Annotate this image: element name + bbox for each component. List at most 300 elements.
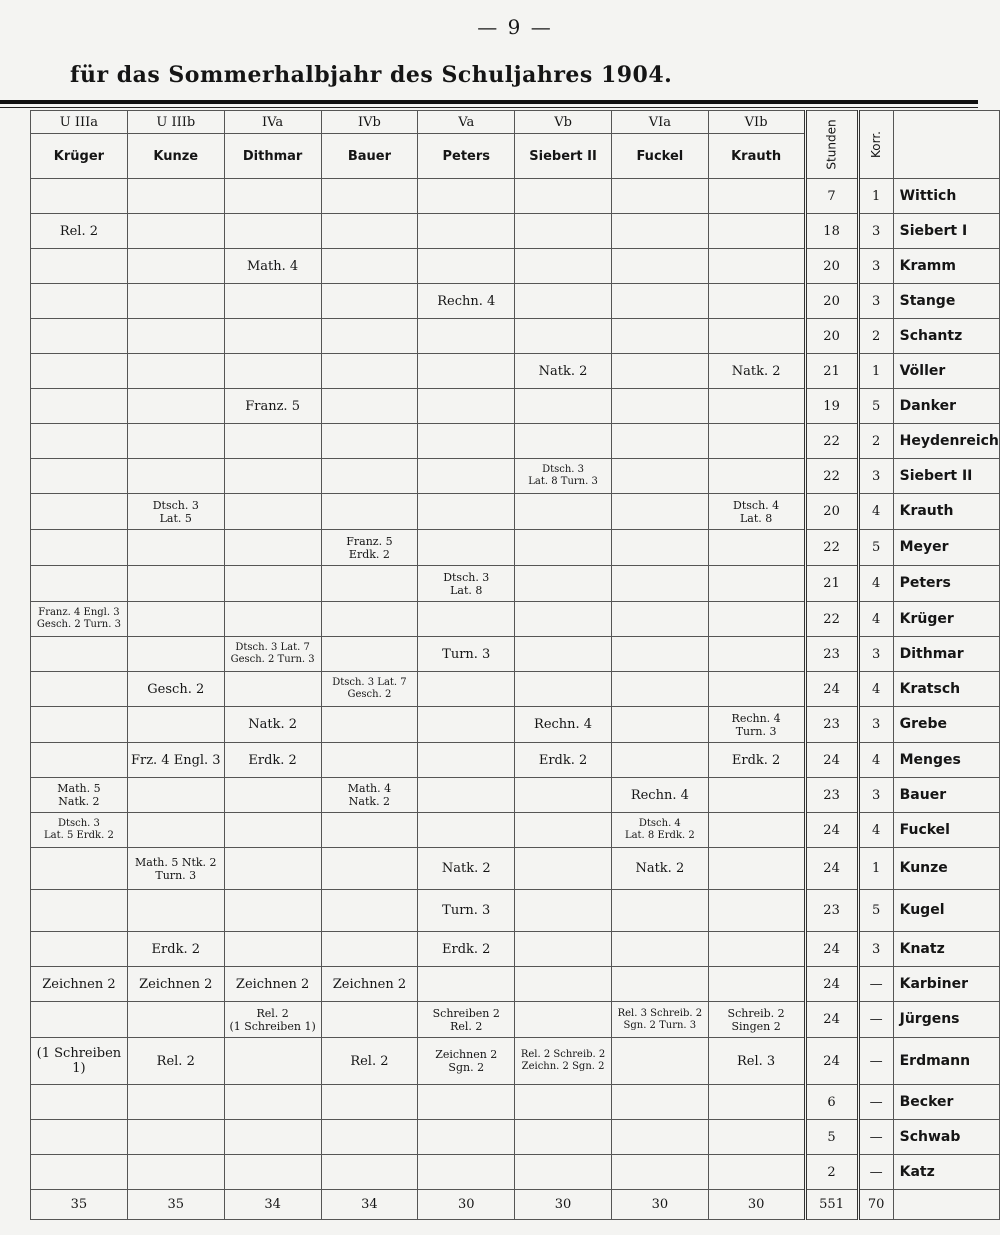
korr-cell: 3 <box>858 778 893 813</box>
lesson-cell: Zeichnen 2 <box>224 967 321 1002</box>
lesson-cell <box>708 424 805 459</box>
timetable <box>30 110 1000 1220</box>
table-row <box>31 459 1000 494</box>
table-row <box>31 813 1000 848</box>
lesson-cell: Dtsch. 4 Lat. 8 Erdk. 2 <box>611 813 708 848</box>
total-korr: 70 <box>858 1190 893 1220</box>
lesson-cell <box>224 890 321 932</box>
lesson-cell: Rel. 2 <box>127 1038 224 1085</box>
class-teacher: Bauer <box>321 134 418 179</box>
teacher-name: Kunze <box>893 848 999 890</box>
lesson-cell <box>31 1002 128 1038</box>
teacher-name: Knatz <box>893 932 999 967</box>
lesson-cell <box>418 967 515 1002</box>
lesson-cell: Turn. 3 <box>418 890 515 932</box>
hours-cell: 24 <box>805 848 858 890</box>
lesson-cell <box>127 707 224 743</box>
lesson-cell: Natk. 2 <box>418 848 515 890</box>
lesson-cell <box>611 1085 708 1120</box>
teacher-name: Stange <box>893 284 999 319</box>
lesson-cell: (1 Schreiben 1) <box>31 1038 128 1085</box>
lesson-cell: Rel. 2 <box>31 214 128 249</box>
lesson-cell <box>708 1155 805 1190</box>
class-header: U IIIa <box>31 111 128 134</box>
lesson-cell <box>321 424 418 459</box>
lesson-cell <box>224 1120 321 1155</box>
korr-cell: 3 <box>858 214 893 249</box>
lesson-cell <box>127 530 224 566</box>
lesson-cell <box>515 179 612 214</box>
stunden-header <box>805 111 858 179</box>
lesson-cell <box>611 566 708 602</box>
lesson-cell <box>31 672 128 707</box>
lesson-cell <box>515 967 612 1002</box>
lesson-cell: Franz. 5 <box>224 389 321 424</box>
lesson-cell <box>708 249 805 284</box>
lesson-cell: Natk. 2 <box>611 848 708 890</box>
lesson-cell <box>611 284 708 319</box>
lesson-cell: Natk. 2 <box>515 354 612 389</box>
lesson-cell <box>31 249 128 284</box>
lesson-cell <box>418 179 515 214</box>
lesson-cell <box>515 1002 612 1038</box>
korr-cell: 1 <box>858 354 893 389</box>
class-total: 35 <box>31 1190 128 1220</box>
teacher-name: Schantz <box>893 319 999 354</box>
hours-cell: 21 <box>805 354 858 389</box>
lesson-cell <box>224 319 321 354</box>
lesson-cell: Zeichnen 2 Sgn. 2 <box>418 1038 515 1085</box>
lesson-cell <box>127 1155 224 1190</box>
lesson-cell <box>127 284 224 319</box>
teacher-name: Bauer <box>893 778 999 813</box>
teacher-name: Erdmann <box>893 1038 999 1085</box>
stunden-label: Stunden <box>824 119 839 170</box>
table-row <box>31 1038 1000 1085</box>
lesson-cell <box>31 637 128 672</box>
lesson-cell <box>708 602 805 637</box>
lesson-cell <box>321 459 418 494</box>
table-row <box>31 530 1000 566</box>
lesson-cell <box>418 1085 515 1120</box>
hours-cell: 22 <box>805 602 858 637</box>
lesson-cell <box>418 1120 515 1155</box>
lesson-cell <box>611 672 708 707</box>
lesson-cell <box>515 494 612 530</box>
table-row <box>31 602 1000 637</box>
lesson-cell <box>708 214 805 249</box>
teacher-name: Karbiner <box>893 967 999 1002</box>
lesson-cell <box>321 743 418 778</box>
korr-cell: — <box>858 1155 893 1190</box>
lesson-cell <box>321 179 418 214</box>
korr-header <box>858 111 893 179</box>
lesson-cell: Franz. 5 Erdk. 2 <box>321 530 418 566</box>
lesson-cell: Dtsch. 3 Lat. 5 <box>127 494 224 530</box>
lesson-cell <box>224 179 321 214</box>
lesson-cell <box>127 890 224 932</box>
class-total: 34 <box>321 1190 418 1220</box>
hours-cell: 20 <box>805 249 858 284</box>
korr-cell: — <box>858 1120 893 1155</box>
lesson-cell <box>515 890 612 932</box>
lesson-cell <box>515 566 612 602</box>
teacher-name: Grebe <box>893 707 999 743</box>
lesson-cell: Natk. 2 <box>708 354 805 389</box>
lesson-cell <box>127 389 224 424</box>
lesson-cell <box>127 778 224 813</box>
lesson-cell <box>321 1085 418 1120</box>
lesson-cell <box>321 1155 418 1190</box>
lesson-cell <box>515 249 612 284</box>
lesson-cell <box>224 1155 321 1190</box>
hours-cell: 24 <box>805 813 858 848</box>
class-total: 34 <box>224 1190 321 1220</box>
class-header: VIb <box>708 111 805 134</box>
hours-cell: 24 <box>805 743 858 778</box>
lesson-cell <box>611 1155 708 1190</box>
korr-cell: 3 <box>858 249 893 284</box>
lesson-cell <box>127 1002 224 1038</box>
korr-cell: 3 <box>858 707 893 743</box>
hours-cell: 23 <box>805 778 858 813</box>
lesson-cell <box>127 354 224 389</box>
teacher-name: Völler <box>893 354 999 389</box>
lesson-cell <box>418 530 515 566</box>
lesson-cell: Math. 5 Ntk. 2 Turn. 3 <box>127 848 224 890</box>
hours-cell: 22 <box>805 459 858 494</box>
lesson-cell <box>515 424 612 459</box>
class-header: IVb <box>321 111 418 134</box>
lesson-cell <box>127 1120 224 1155</box>
lesson-cell <box>418 672 515 707</box>
lesson-cell: Erdk. 2 <box>515 743 612 778</box>
teacher-name: Wittich <box>893 179 999 214</box>
lesson-cell: Math. 4 Natk. 2 <box>321 778 418 813</box>
lesson-cell <box>31 707 128 743</box>
lesson-cell: Schreib. 2 Singen 2 <box>708 1002 805 1038</box>
lesson-cell <box>321 354 418 389</box>
lesson-cell <box>515 1120 612 1155</box>
class-header: IVa <box>224 111 321 134</box>
lesson-cell <box>127 319 224 354</box>
lesson-cell <box>708 530 805 566</box>
lesson-cell <box>224 813 321 848</box>
hours-cell: 7 <box>805 179 858 214</box>
korr-cell: 2 <box>858 424 893 459</box>
teacher-name: Dithmar <box>893 637 999 672</box>
table-row <box>31 707 1000 743</box>
lesson-cell <box>321 932 418 967</box>
lesson-cell <box>708 778 805 813</box>
teacher-name: Katz <box>893 1155 999 1190</box>
lesson-cell <box>31 354 128 389</box>
class-header: VIa <box>611 111 708 134</box>
lesson-cell <box>708 459 805 494</box>
teacher-name: Meyer <box>893 530 999 566</box>
table-row <box>31 848 1000 890</box>
hours-cell: 20 <box>805 284 858 319</box>
hours-cell: 18 <box>805 214 858 249</box>
korr-cell: 4 <box>858 494 893 530</box>
lesson-cell <box>611 249 708 284</box>
lesson-cell <box>321 1002 418 1038</box>
lesson-cell <box>31 389 128 424</box>
lesson-cell: Schreiben 2 Rel. 2 <box>418 1002 515 1038</box>
lesson-cell <box>515 214 612 249</box>
hours-cell: 5 <box>805 1120 858 1155</box>
lesson-cell <box>31 890 128 932</box>
lesson-cell <box>31 530 128 566</box>
lesson-cell <box>418 319 515 354</box>
lesson-cell <box>418 707 515 743</box>
lesson-cell <box>418 494 515 530</box>
lesson-cell <box>611 1120 708 1155</box>
lesson-cell <box>127 214 224 249</box>
lesson-cell <box>31 319 128 354</box>
class-teacher: Krüger <box>31 134 128 179</box>
class-header: U IIIb <box>127 111 224 134</box>
teacher-name: Kugel <box>893 890 999 932</box>
lesson-cell <box>127 566 224 602</box>
lesson-cell <box>224 672 321 707</box>
lesson-cell <box>31 459 128 494</box>
lesson-cell <box>611 890 708 932</box>
class-teacher: Dithmar <box>224 134 321 179</box>
lesson-cell <box>224 932 321 967</box>
class-teacher: Peters <box>418 134 515 179</box>
class-total: 30 <box>708 1190 805 1220</box>
lesson-cell: Rechn. 4 Turn. 3 <box>708 707 805 743</box>
korr-cell: 3 <box>858 932 893 967</box>
lesson-cell <box>418 214 515 249</box>
lesson-cell: Rel. 3 Schreib. 2 Sgn. 2 Turn. 3 <box>611 1002 708 1038</box>
lesson-cell <box>321 319 418 354</box>
table-row <box>31 214 1000 249</box>
hours-cell: 24 <box>805 1038 858 1085</box>
lesson-cell: Math. 5 Natk. 2 <box>31 778 128 813</box>
lesson-cell <box>224 566 321 602</box>
table-row <box>31 743 1000 778</box>
lesson-cell <box>224 494 321 530</box>
lesson-cell <box>611 530 708 566</box>
korr-cell: 1 <box>858 848 893 890</box>
table-row <box>31 637 1000 672</box>
table-row <box>31 967 1000 1002</box>
totals-blank <box>893 1190 999 1220</box>
class-teacher: Fuckel <box>611 134 708 179</box>
lesson-cell <box>224 848 321 890</box>
hours-cell: 19 <box>805 389 858 424</box>
lesson-cell <box>708 672 805 707</box>
lesson-cell <box>321 602 418 637</box>
lesson-cell: Rel. 2 <box>321 1038 418 1085</box>
lesson-cell <box>224 284 321 319</box>
korr-cell: 4 <box>858 602 893 637</box>
lesson-cell <box>708 813 805 848</box>
lesson-cell <box>708 890 805 932</box>
lesson-cell <box>515 813 612 848</box>
korr-cell: — <box>858 967 893 1002</box>
lesson-cell <box>611 967 708 1002</box>
lesson-cell <box>31 424 128 459</box>
table-row <box>31 284 1000 319</box>
korr-cell: — <box>858 1002 893 1038</box>
korr-cell: — <box>858 1085 893 1120</box>
hours-cell: 24 <box>805 672 858 707</box>
total-hours: 551 <box>805 1190 858 1220</box>
lesson-cell <box>418 459 515 494</box>
lesson-cell: Erdk. 2 <box>418 932 515 967</box>
hours-cell: 20 <box>805 494 858 530</box>
table-row <box>31 1155 1000 1190</box>
table-row <box>31 1120 1000 1155</box>
lesson-cell <box>31 566 128 602</box>
table-row <box>31 932 1000 967</box>
lesson-cell: Rel. 2 Schreib. 2 Zeichn. 2 Sgn. 2 <box>515 1038 612 1085</box>
lesson-cell <box>708 1085 805 1120</box>
lesson-cell <box>127 1085 224 1120</box>
lesson-cell <box>611 354 708 389</box>
teacher-name: Heydenreich <box>893 424 999 459</box>
korr-cell: 5 <box>858 389 893 424</box>
table-row <box>31 494 1000 530</box>
lesson-cell <box>611 214 708 249</box>
class-total: 30 <box>418 1190 515 1220</box>
lesson-cell <box>418 389 515 424</box>
hours-cell: 21 <box>805 566 858 602</box>
hours-cell: 23 <box>805 637 858 672</box>
teacher-name: Krüger <box>893 602 999 637</box>
lesson-cell <box>224 1038 321 1085</box>
lesson-cell <box>611 494 708 530</box>
lesson-cell <box>418 424 515 459</box>
lesson-cell <box>127 637 224 672</box>
lesson-cell: Zeichnen 2 <box>31 967 128 1002</box>
lesson-cell <box>515 319 612 354</box>
lesson-cell <box>418 602 515 637</box>
lesson-cell <box>321 813 418 848</box>
lesson-cell <box>611 1038 708 1085</box>
lesson-cell <box>127 813 224 848</box>
lesson-cell <box>321 566 418 602</box>
lesson-cell: Dtsch. 4 Lat. 8 <box>708 494 805 530</box>
lesson-cell <box>611 602 708 637</box>
lesson-cell <box>321 284 418 319</box>
teacher-name: Menges <box>893 743 999 778</box>
lesson-cell <box>321 707 418 743</box>
lesson-cell: Rechn. 4 <box>515 707 612 743</box>
lesson-cell: Dtsch. 3 Lat. 8 Turn. 3 <box>515 459 612 494</box>
class-teacher: Siebert II <box>515 134 612 179</box>
hours-cell: 22 <box>805 530 858 566</box>
lesson-cell <box>127 179 224 214</box>
lesson-cell <box>31 494 128 530</box>
lesson-cell <box>515 637 612 672</box>
lesson-cell: Erdk. 2 <box>224 743 321 778</box>
korr-cell: 3 <box>858 284 893 319</box>
header-class-row <box>31 111 1000 134</box>
lesson-cell <box>321 214 418 249</box>
lesson-cell <box>127 424 224 459</box>
teacher-name: Siebert II <box>893 459 999 494</box>
lesson-cell <box>515 602 612 637</box>
lesson-cell <box>321 1120 418 1155</box>
korr-cell: 4 <box>858 743 893 778</box>
lesson-cell <box>418 813 515 848</box>
lesson-cell <box>31 743 128 778</box>
class-header: Vb <box>515 111 612 134</box>
lesson-cell <box>418 778 515 813</box>
lesson-cell <box>708 389 805 424</box>
lesson-cell <box>611 319 708 354</box>
korr-cell: 5 <box>858 890 893 932</box>
korr-cell: 4 <box>858 813 893 848</box>
lesson-cell: Rel. 3 <box>708 1038 805 1085</box>
lesson-cell <box>611 743 708 778</box>
korr-cell: 2 <box>858 319 893 354</box>
teacher-name: Peters <box>893 566 999 602</box>
lesson-cell <box>321 890 418 932</box>
teacher-name: Danker <box>893 389 999 424</box>
table-row <box>31 1002 1000 1038</box>
korr-cell: 4 <box>858 672 893 707</box>
lesson-cell <box>31 848 128 890</box>
lesson-cell: Rechn. 4 <box>611 778 708 813</box>
class-total: 30 <box>611 1190 708 1220</box>
hours-cell: 24 <box>805 967 858 1002</box>
teacher-name: Jürgens <box>893 1002 999 1038</box>
lesson-cell <box>515 284 612 319</box>
hours-cell: 24 <box>805 1002 858 1038</box>
teacher-name: Schwab <box>893 1120 999 1155</box>
lesson-cell <box>224 214 321 249</box>
title-rule-thin <box>0 107 978 108</box>
korr-cell: — <box>858 1038 893 1085</box>
teacher-name: Becker <box>893 1085 999 1120</box>
lesson-cell <box>321 494 418 530</box>
class-header: Va <box>418 111 515 134</box>
lesson-cell <box>515 1085 612 1120</box>
lesson-cell: Zeichnen 2 <box>127 967 224 1002</box>
lesson-cell <box>708 1120 805 1155</box>
lesson-cell <box>224 354 321 389</box>
lesson-cell <box>224 459 321 494</box>
lesson-cell <box>31 932 128 967</box>
lesson-cell <box>31 1155 128 1190</box>
lesson-cell <box>418 1155 515 1190</box>
totals-row <box>31 1190 1000 1220</box>
lesson-cell <box>611 459 708 494</box>
teacher-name: Siebert I <box>893 214 999 249</box>
lesson-cell: Frz. 4 Engl. 3 <box>127 743 224 778</box>
lesson-cell: Rechn. 4 <box>418 284 515 319</box>
lesson-cell <box>708 319 805 354</box>
hours-cell: 2 <box>805 1155 858 1190</box>
lesson-cell <box>418 249 515 284</box>
lesson-cell <box>515 1155 612 1190</box>
lesson-cell <box>515 848 612 890</box>
korr-cell: 4 <box>858 566 893 602</box>
lesson-cell <box>515 778 612 813</box>
korr-cell: 3 <box>858 637 893 672</box>
lesson-cell <box>611 389 708 424</box>
lesson-cell <box>321 389 418 424</box>
table-row <box>31 319 1000 354</box>
lesson-cell: Zeichnen 2 <box>321 967 418 1002</box>
hours-cell: 6 <box>805 1085 858 1120</box>
lesson-cell: Dtsch. 3 Lat. 7 Gesch. 2 Turn. 3 <box>224 637 321 672</box>
